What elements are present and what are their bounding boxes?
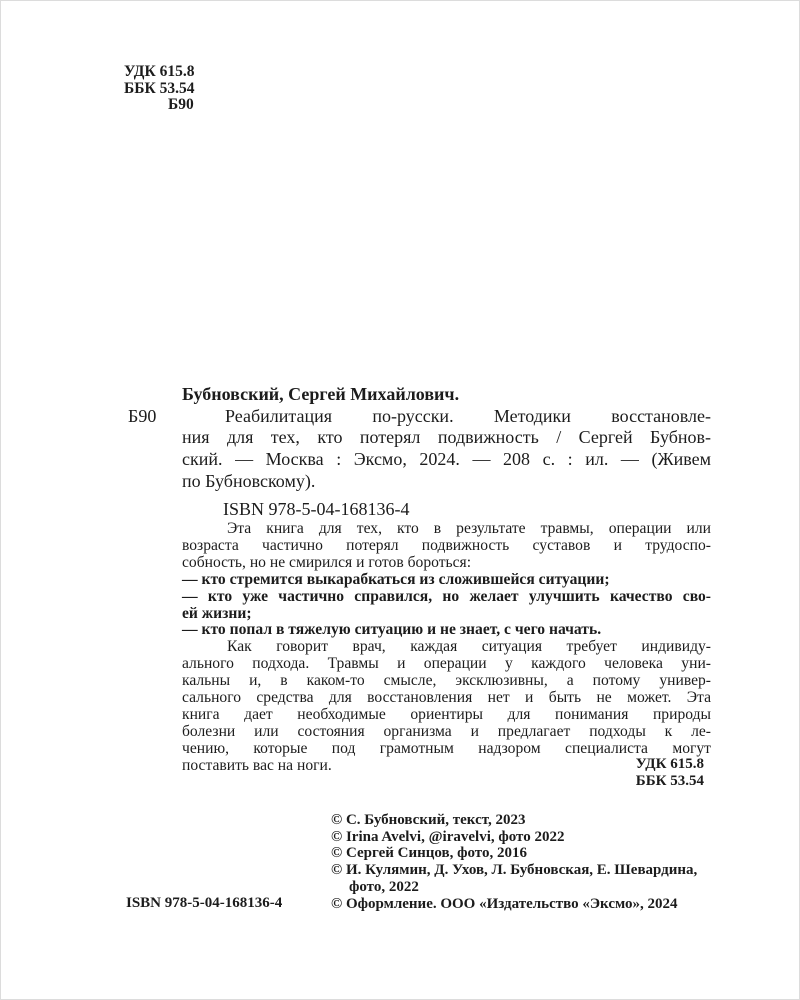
bbk-line: ББК 53.54 [635, 773, 704, 789]
catalog-entry-block [128, 384, 711, 520]
copyright-line: © С. Бубновский, текст, 2023 [331, 812, 526, 828]
udk-line: УДК 615.8 [124, 63, 195, 80]
annotation-line: ального подхода. Травмы и операции у каждого человека уни- [182, 655, 711, 673]
copyright-line: © И. Кулямин, Д. Ухов, Л. Бубновская, Е. Шевардина, [331, 862, 698, 879]
copyright-line: © Сергей Синцов, фото, 2016 [331, 845, 527, 862]
udk-line: УДК 615.8 [635, 756, 704, 772]
annotation-line: книга дает необходимые ориентиры для понимания природы [182, 705, 711, 723]
catalog-line: по Бубновскому). [182, 470, 316, 491]
classification-top-block [124, 64, 194, 114]
annotation-line: поставить вас на ноги. [182, 756, 332, 774]
classification-bottom-block [636, 756, 704, 790]
annotation-line: болезни или состояния организма и предлагает подходы к ле- [182, 722, 711, 740]
annotation-line: возраста частично потерял подвижность суставов и трудоспо- [182, 536, 711, 554]
bbk-line: ББК 53.54 [124, 79, 195, 97]
annotation-line: собность, но не смирился и готов бороться: [182, 553, 472, 571]
annotation-line: сального средства для восстановления нет и быть не может. Эта [182, 689, 711, 707]
annotation-line: кальны и, в каком-то смысле, эксклюзивны, а потому универ- [182, 672, 711, 690]
copyright-line: фото, 2022 [349, 878, 419, 895]
author-heading: Бубновский, Сергей Михайлович. [182, 384, 460, 404]
copyright-block [331, 812, 741, 912]
catalog-line: ский. — Москва : Эксмо, 2024. — 208 с. : ил. — (Живем [182, 449, 711, 470]
annotation-block [182, 521, 711, 775]
catalog-line: Реабилитация по-русски. Методики восстановле- [225, 405, 711, 426]
author-code-label: Б90 [128, 405, 157, 426]
annotation-line: чению, которые под грамотным надзором специалиста могут [182, 739, 711, 757]
isbn-bottom-line: ISBN 978-5-04-168136-4 [126, 895, 283, 911]
author-code-line: Б90 [168, 96, 194, 113]
copyright-line: © Irina Avelvi, @iravelvi, фото 2022 [331, 828, 565, 845]
annotation-bullet-line: — кто попал в тяжелую ситуацию и не знает, с чего начать. [182, 621, 602, 639]
isbn-catalog-line: ISBN 978-5-04-168136-4 [223, 498, 410, 519]
annotation-line: Эта книга для тех, кто в результате травмы, операции или [227, 520, 711, 537]
annotation-bullet-line: — кто стремится выкарабкаться из сложившейся ситуации; [182, 570, 610, 588]
catalog-line: ния для тех, кто потерял подвижность / Сергей Бубнов- [182, 427, 711, 448]
annotation-bullet-line: — кто уже частично справился, но желает улучшить качество сво- [182, 587, 711, 605]
annotation-bullet-line: ей жизни; [182, 604, 252, 622]
copyright-line: © Оформление. ООО «Издательство «Эксмо», 2024 [331, 895, 678, 912]
annotation-line: Как говорит врач, каждая ситуация требует индивиду- [227, 638, 711, 656]
